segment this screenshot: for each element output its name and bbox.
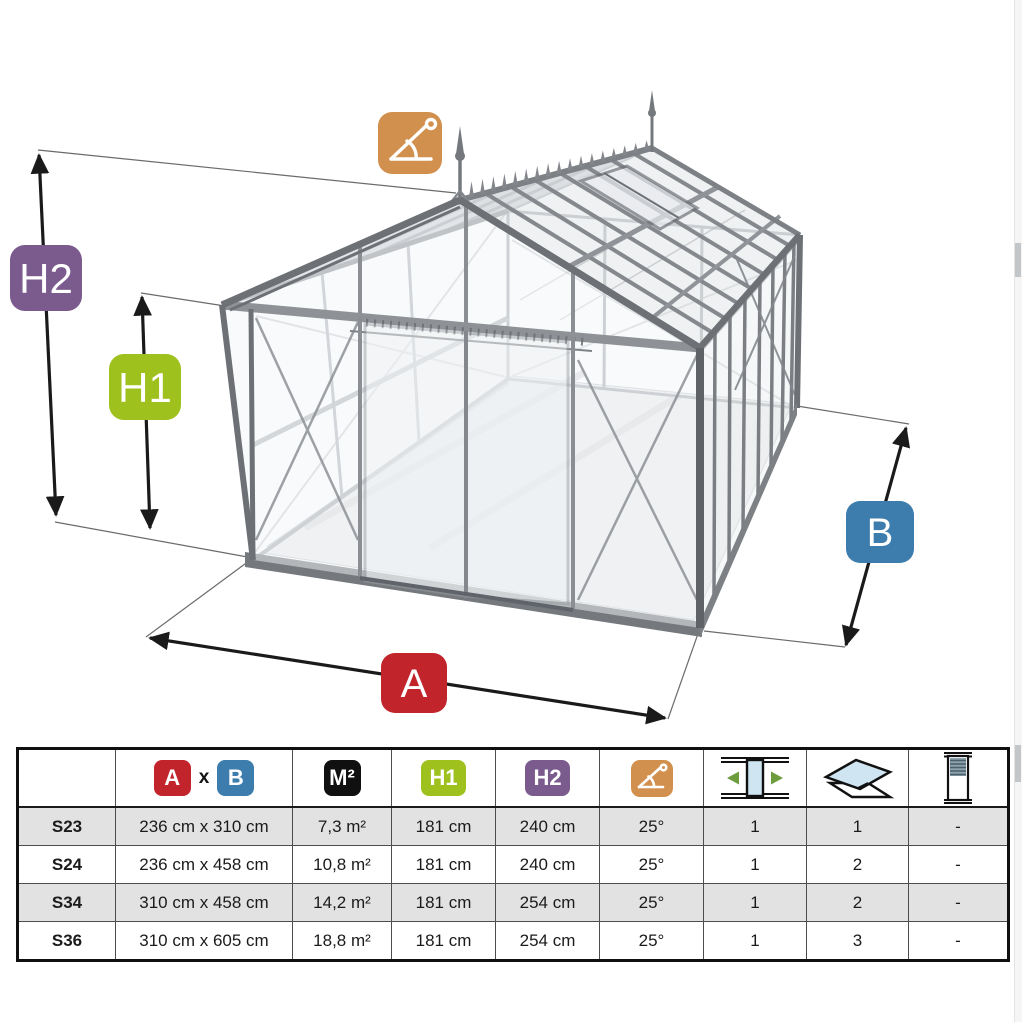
roof-window-icon [820,755,896,801]
header-roof-windows [807,749,909,808]
header-sliding-doors [704,749,807,808]
cell-doors: 1 [704,807,807,846]
cell-model: S34 [18,884,116,922]
cell-h1: 181 cm [392,884,496,922]
sliding-door [360,324,573,610]
h2-badge [10,245,82,311]
cell-blinds: - [909,884,1009,922]
a-badge [381,653,447,713]
table-header-row [18,749,1009,808]
cell-dims: 236 cm x 310 cm [116,807,293,846]
table-row-s36 [18,922,1009,961]
cell-roof-windows: 2 [807,846,909,884]
cell-h2: 254 cm [496,922,600,961]
cell-blinds: - [909,846,1009,884]
cell-h1: 181 cm [392,807,496,846]
roller-blind-icon [940,750,976,806]
cell-doors: 1 [704,884,807,922]
cell-h2: 240 cm [496,807,600,846]
h2-header-badge: H2 [525,760,570,796]
cell-angle: 25° [600,846,704,884]
cell-angle: 25° [600,807,704,846]
sliding-door-icon [718,753,792,803]
svg-text:H2: H2 [19,255,73,302]
cell-dims: 236 cm x 458 cm [116,846,293,884]
cell-h1: 181 cm [392,922,496,961]
svg-text:H1: H1 [118,364,172,411]
greenhouse-spec-table-wrap [16,747,1007,962]
cell-dims: 310 cm x 605 cm [116,922,293,961]
cell-area: 14,2 m² [293,884,392,922]
scrollbar-thumb[interactable] [1015,243,1021,277]
right-arrow-icon [771,772,783,785]
table-row-s23 [18,807,1009,846]
cell-roof-windows: 2 [807,884,909,922]
x-separator: x [198,767,210,788]
b-header-badge: B [217,760,254,796]
left-arrow-icon [727,772,739,785]
roof-angle-icon [630,758,674,798]
greenhouse-spec-table [16,747,1010,962]
header-m2 [293,749,392,808]
scrollbar-track[interactable] [1014,0,1022,1022]
cell-doors: 1 [704,922,807,961]
cell-area: 18,8 m² [293,922,392,961]
header-blinds [909,749,1009,808]
cell-blinds: - [909,922,1009,961]
cell-area: 7,3 m² [293,807,392,846]
cell-roof-windows: 1 [807,807,909,846]
cell-roof-windows: 3 [807,922,909,961]
h2-arrow [39,155,56,515]
scrollbar-thumb[interactable] [1015,745,1021,782]
cell-h2: 240 cm [496,846,600,884]
cell-model: S36 [18,922,116,961]
table-row-s34 [18,884,1009,922]
cell-angle: 25° [600,884,704,922]
a-header-badge: A [154,760,191,796]
svg-text:B: B [866,511,894,555]
header-a-x-b [116,749,293,808]
cell-model: S23 [18,807,116,846]
h1-badge [109,354,181,420]
table-row-s24 [18,846,1009,884]
cell-doors: 1 [704,846,807,884]
cell-area: 10,8 m² [293,846,392,884]
header-h1 [392,749,496,808]
roof-angle-icon [378,112,442,174]
back-finial [648,90,656,152]
cell-h1: 181 cm [392,846,496,884]
header-roof-angle [600,749,704,808]
h1-header-badge: H1 [421,760,466,796]
cell-model: S24 [18,846,116,884]
m2-header-badge: M² [324,760,361,796]
b-badge [846,501,914,563]
cell-h2: 254 cm [496,884,600,922]
header-h2 [496,749,600,808]
cell-blinds: - [909,807,1009,846]
header-model [18,749,116,808]
cell-angle: 25° [600,922,704,961]
svg-text:A: A [400,662,428,706]
cell-dims: 310 cm x 458 cm [116,884,293,922]
